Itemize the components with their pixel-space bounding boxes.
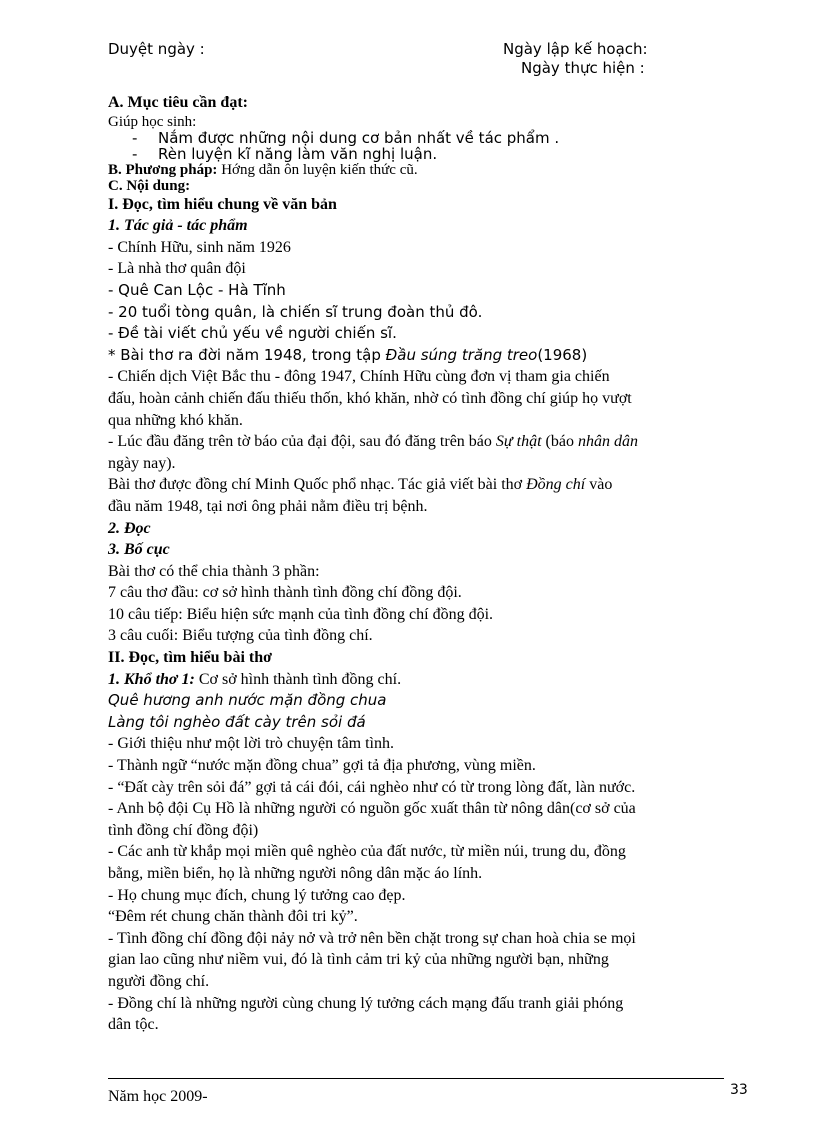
author-line: - Đề tài viết chủ yếu về người chiến sĩ. — [108, 324, 397, 343]
analysis-line: - Họ chung mục đích, chung lý tưởng cao đẹp. — [108, 886, 406, 904]
structure-line: 10 câu tiếp: Biểu hiện sức mạnh của tình đồng chí đồng đội. — [108, 605, 494, 623]
author-line: - Chính Hữu, sinh năm 1926 — [108, 238, 291, 256]
footer-divider — [108, 1078, 724, 1079]
author-line: - Là nhà thơ quân đội — [108, 260, 246, 278]
section-b-text: Hớng dẫn ôn luyện kiến thức cũ. — [217, 161, 418, 178]
analysis-line: gian lao cũng như niềm vui, đó là tình cảm tri kỷ của những người bạn, những — [108, 951, 609, 969]
document-body — [108, 92, 748, 1036]
part1-sub2-title: 2. Đọc — [108, 519, 151, 537]
exec-date-label: Ngày thực hiện : — [521, 59, 645, 77]
part1-title: I. Đọc, tìm hiểu chung về văn bản — [108, 195, 337, 213]
analysis-line: - Anh bộ đội Cụ Hồ là những người có nguồn gốc xuất thân từ nông dân(cơ sở của — [108, 800, 636, 818]
music-line: Bài thơ được đồng chí Minh Quốc phổ nhạc. Tác giả viết bài thơ Đồng chí vào — [108, 476, 613, 494]
analysis-line: - Giới thiệu như một lời trò chuyện tâm tình. — [108, 735, 394, 753]
part2-title: II. Đọc, tìm hiểu bài thơ — [108, 649, 272, 667]
plan-date-label: Ngày lập kế hoạch: — [503, 40, 648, 58]
structure-line: 3 câu cuối: Biểu tượng của tình đồng chí. — [108, 627, 373, 645]
poem-collection-title: Đầu súng trăng treo — [385, 345, 538, 364]
analysis-line: - Các anh từ khắp mọi miền quê nghèo của đất nước, từ miền núi, trung du, đồng — [108, 843, 626, 861]
campaign-line: qua những khó khăn. — [108, 411, 243, 429]
campaign-line: - Chiến dịch Việt Bắc thu - đông 1947, Chính Hữu cùng đơn vị tham gia chiến — [108, 368, 610, 386]
objective-item: - Nắm được những nội dung cơ bản nhất về tác phẩm . — [132, 128, 560, 147]
analysis-line: bằng, miền biển, họ là những người nông dân mặc áo lính. — [108, 865, 483, 882]
analysis-line: “Đêm rét chung chăn thành đôi tri kỷ”. — [108, 908, 358, 926]
music-line-2: đầu năm 1948, tại nơi ông phải nằm điều trị bệnh. — [108, 497, 428, 515]
objective-item: - Rèn luyện kĩ năng làm văn nghị luận. — [132, 144, 438, 163]
page-number: 33 — [730, 1082, 748, 1098]
section-a-intro: Giúp học sinh: — [108, 113, 197, 130]
section-c-title: C. Nội dung: — [108, 177, 191, 194]
analysis-line: dân tộc. — [108, 1016, 159, 1034]
approval-date-label: Duyệt ngày : — [108, 40, 205, 58]
section-a-title: A. Mục tiêu cần đạt: — [108, 94, 248, 111]
stanza-title: 1. Khổ thơ 1: — [108, 670, 195, 688]
analysis-line: - Tình đồng chí đồng đội nảy nở và trở nên bền chặt trong sự chan hoà chia se mọi — [108, 929, 636, 947]
stanza-heading: 1. Khổ thơ 1: Cơ sở hình thành tình đồng chí. — [108, 670, 402, 688]
published-line: - Lúc đầu đăng trên tờ báo của đại đội, sau đó đăng trên báo Sự thật (báo nhân dân — [108, 433, 638, 451]
verse-line: Quê hương anh nước mặn đồng chua — [108, 691, 387, 710]
section-b — [108, 162, 748, 178]
analysis-line: - “Đất cày trên sỏi đá” gợi tả cái đói, cái nghèo như có từ trong lòng đất, làn nước. — [108, 778, 636, 796]
analysis-line: - Đồng chí là những người cùng chung lý tưởng cách mạng đấu tranh giải phóng — [108, 994, 624, 1012]
footer-school-year: Năm học 2009- — [108, 1088, 208, 1105]
structure-line: 7 câu thơ đầu: cơ sở hình thành tình đồng chí đồng đội. — [108, 584, 462, 602]
author-line: - Quê Can Lộc - Hà Tĩnh — [108, 280, 286, 299]
analysis-line: tình đồng chí đồng đội) — [108, 821, 259, 839]
author-line: - 20 tuổi tòng quân, là chiến sĩ trung đoàn thủ đô. — [108, 302, 483, 321]
structure-line: Bài thơ có thể chia thành 3 phần: — [108, 562, 320, 580]
verse-line: Làng tôi nghèo đất cày trên sỏi đá — [108, 712, 366, 731]
part1-sub1-title: 1. Tác giả - tác phẩm — [108, 217, 248, 235]
analysis-line: - Thành ngữ “nước mặn đồng chua” gợi tả địa phương, vùng miền. — [108, 757, 536, 775]
part1-sub3-title: 3. Bố cục — [108, 541, 170, 559]
campaign-line: đấu, hoàn cảnh chiến đấu thiếu thốn, khó khăn, nhờ có tình đồng chí giúp họ vượt — [108, 389, 632, 407]
section-b-title: B. Phương pháp: — [108, 161, 218, 178]
poem-birth-line: * Bài thơ ra đời năm 1948, trong tập Đầu súng trăng treo(1968) — [108, 345, 588, 364]
analysis-line: người đồng chí. — [108, 972, 210, 990]
published-line-end: ngày nay). — [108, 454, 176, 472]
